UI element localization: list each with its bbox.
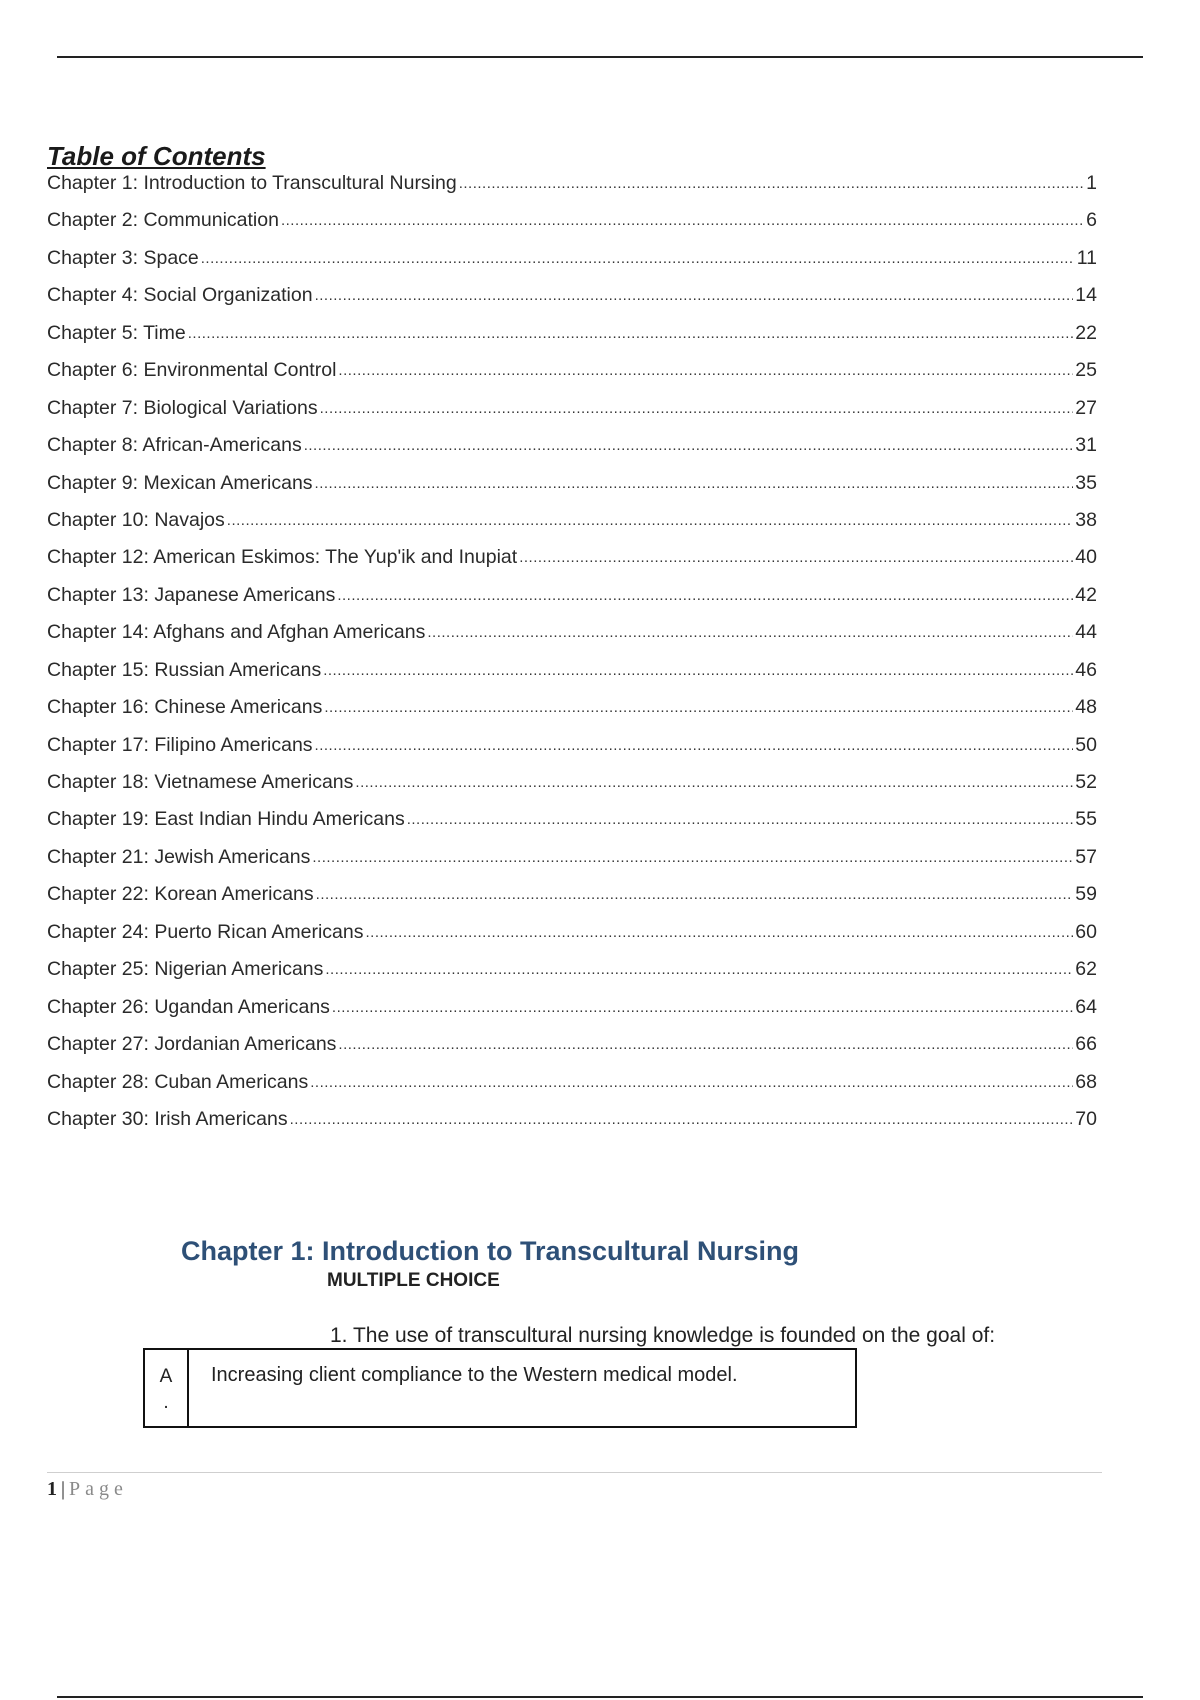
toc-entry-page: 70 — [1075, 1107, 1097, 1130]
toc-entry-page: 40 — [1075, 546, 1097, 569]
bottom-rule — [57, 1696, 1143, 1698]
footer-page-number: 1 — [47, 1478, 57, 1500]
toc-entry-page: 59 — [1075, 883, 1097, 906]
toc-entry-page: 42 — [1075, 583, 1097, 606]
toc-entry-title: Chapter 25: Nigerian Americans — [47, 958, 324, 981]
toc-entry-title: Chapter 4: Social Organization — [47, 284, 313, 307]
toc-entry-title: Chapter 30: Irish Americans — [47, 1107, 288, 1130]
toc-entry-title: Chapter 21: Jewish Americans — [47, 845, 311, 868]
toc-dot-leader — [315, 471, 1074, 494]
toc-entry-page: 27 — [1075, 396, 1097, 419]
toc-entry-page: 64 — [1075, 995, 1097, 1018]
toc-entry-title: Chapter 16: Chinese Americans — [47, 696, 323, 719]
toc-dot-leader — [320, 396, 1074, 419]
toc-entry[interactable] — [47, 546, 1097, 583]
footer-page-label: Page — [69, 1478, 128, 1500]
toc-entry-page: 48 — [1075, 696, 1097, 719]
toc-dot-leader — [338, 1032, 1073, 1055]
toc-entry-title: Chapter 1: Introduction to Transcultural Nursing — [47, 172, 457, 194]
toc-entry[interactable] — [47, 921, 1097, 958]
toc-dot-leader — [290, 1107, 1074, 1130]
toc-entry[interactable] — [47, 621, 1097, 658]
toc-dot-leader — [312, 845, 1073, 868]
toc-entry[interactable] — [47, 1033, 1097, 1070]
toc-entry-title: Chapter 15: Russian Americans — [47, 658, 322, 681]
toc-entry[interactable] — [47, 846, 1097, 883]
toc-entry-title: Chapter 13: Japanese Americans — [47, 583, 336, 606]
toc-entry-title: Chapter 5: Time — [47, 321, 186, 344]
toc-entry-title: Chapter 28: Cuban Americans — [47, 1070, 309, 1093]
toc-entry-title: Chapter 18: Vietnamese Americans — [47, 771, 354, 793]
toc-entry[interactable] — [47, 584, 1097, 621]
top-rule — [57, 56, 1143, 58]
toc-entry[interactable] — [47, 509, 1097, 546]
toc-dot-leader — [201, 246, 1075, 269]
toc-entry[interactable] — [47, 996, 1097, 1033]
toc-heading: Table of Contents — [47, 141, 266, 171]
toc-entry-page: 6 — [1086, 209, 1097, 232]
toc-dot-leader — [366, 920, 1074, 943]
toc-list — [47, 172, 1097, 1145]
toc-dot-leader — [332, 995, 1073, 1018]
toc-entry-title: Chapter 24: Puerto Rican Americans — [47, 920, 364, 943]
toc-entry[interactable] — [47, 1071, 1097, 1108]
toc-entry-page: 68 — [1075, 1070, 1097, 1093]
toc-entry-title: Chapter 6: Environmental Control — [47, 359, 337, 382]
toc-entry-title: Chapter 26: Ugandan Americans — [47, 995, 330, 1018]
toc-entry[interactable] — [47, 359, 1097, 396]
toc-entry[interactable] — [47, 397, 1097, 434]
toc-dot-leader — [427, 620, 1073, 643]
toc-entry-page: 35 — [1075, 471, 1097, 494]
toc-entry[interactable] — [47, 696, 1097, 733]
toc-entry-page: 44 — [1075, 621, 1097, 644]
toc-entry-title: Chapter 8: African-Americans — [47, 434, 302, 457]
toc-entry-title: Chapter 17: Filipino Americans — [47, 733, 313, 756]
toc-entry-page: 38 — [1075, 508, 1097, 531]
toc-dot-leader — [188, 321, 1074, 344]
toc-entry-page: 46 — [1075, 658, 1097, 681]
section-label: MULTIPLE CHOICE — [327, 1270, 500, 1291]
toc-entry[interactable] — [47, 434, 1097, 471]
toc-entry-page: 60 — [1075, 920, 1097, 943]
toc-entry-page: 25 — [1075, 359, 1097, 382]
toc-entry[interactable] — [47, 472, 1097, 509]
toc-entry[interactable] — [47, 771, 1097, 808]
toc-dot-leader — [227, 508, 1074, 531]
toc-entry-page: 22 — [1075, 321, 1097, 344]
toc-entry-title: Chapter 10: Navajos — [47, 508, 225, 531]
question-text: 1. The use of transcultural nursing knowledge is founded on the goal of: — [330, 1324, 996, 1347]
answer-letter-mark: . — [163, 1392, 169, 1413]
toc-entry-page: 31 — [1075, 434, 1097, 457]
answer-option-a — [143, 1348, 857, 1428]
chapter-heading: Chapter 1: Introduction to Transcultural Nursing — [181, 1236, 800, 1266]
toc-entry[interactable] — [47, 247, 1097, 284]
toc-dot-leader — [315, 283, 1074, 306]
toc-dot-leader — [324, 695, 1073, 718]
toc-entry[interactable] — [47, 958, 1097, 995]
toc-dot-leader — [519, 545, 1073, 568]
toc-entry-page: 1 — [1086, 172, 1097, 194]
answer-letter: A — [159, 1366, 173, 1387]
toc-entry-page: 14 — [1075, 284, 1097, 307]
toc-entry-page: 50 — [1075, 733, 1097, 756]
toc-dot-leader — [316, 882, 1074, 905]
toc-entry-page: 66 — [1075, 1033, 1097, 1056]
toc-entry-title: Chapter 2: Communication — [47, 209, 279, 232]
toc-dot-leader — [310, 1070, 1073, 1093]
footer-separator: | — [61, 1478, 66, 1500]
toc-entry[interactable] — [47, 883, 1097, 920]
toc-dot-leader — [281, 208, 1084, 231]
toc-dot-leader — [407, 807, 1074, 830]
toc-entry-title: Chapter 12: American Eskimos: The Yup'ik and Inupiat — [47, 546, 518, 569]
toc-entry-page: 55 — [1075, 808, 1097, 831]
toc-entry[interactable] — [47, 209, 1097, 246]
toc-entry-page: 11 — [1076, 246, 1097, 269]
toc-entry[interactable] — [47, 734, 1097, 771]
footer-rule — [47, 1472, 1102, 1473]
toc-entry[interactable] — [47, 172, 1097, 209]
toc-dot-leader — [337, 583, 1073, 606]
page-footer — [47, 1478, 128, 1501]
toc-dot-leader — [325, 957, 1073, 980]
answer-letter-cell — [145, 1350, 189, 1426]
toc-entry[interactable] — [47, 808, 1097, 845]
toc-entry-title: Chapter 19: East Indian Hindu Americans — [47, 808, 405, 831]
toc-dot-leader — [315, 733, 1074, 756]
toc-entry[interactable] — [47, 1108, 1097, 1145]
toc-entry-title: Chapter 27: Jordanian Americans — [47, 1033, 337, 1056]
toc-entry-title: Chapter 7: Biological Variations — [47, 396, 318, 419]
toc-entry-title: Chapter 9: Mexican Americans — [47, 471, 313, 494]
toc-entry[interactable] — [47, 284, 1097, 321]
toc-dot-leader — [304, 433, 1074, 456]
toc-dot-leader — [338, 358, 1073, 381]
toc-dot-leader — [323, 658, 1073, 681]
answer-text: Increasing client compliance to the Western medical model. — [211, 1364, 738, 1386]
toc-entry-page: 62 — [1075, 958, 1097, 981]
toc-entry-title: Chapter 22: Korean Americans — [47, 883, 314, 906]
toc-entry-page: 57 — [1075, 845, 1097, 868]
toc-entry[interactable] — [47, 659, 1097, 696]
toc-entry-page: 52 — [1075, 771, 1097, 793]
toc-entry[interactable] — [47, 322, 1097, 359]
toc-entry-title: Chapter 14: Afghans and Afghan Americans — [47, 621, 426, 644]
toc-entry-title: Chapter 3: Space — [47, 246, 199, 269]
toc-dot-leader — [459, 171, 1084, 194]
toc-dot-leader — [355, 770, 1073, 793]
